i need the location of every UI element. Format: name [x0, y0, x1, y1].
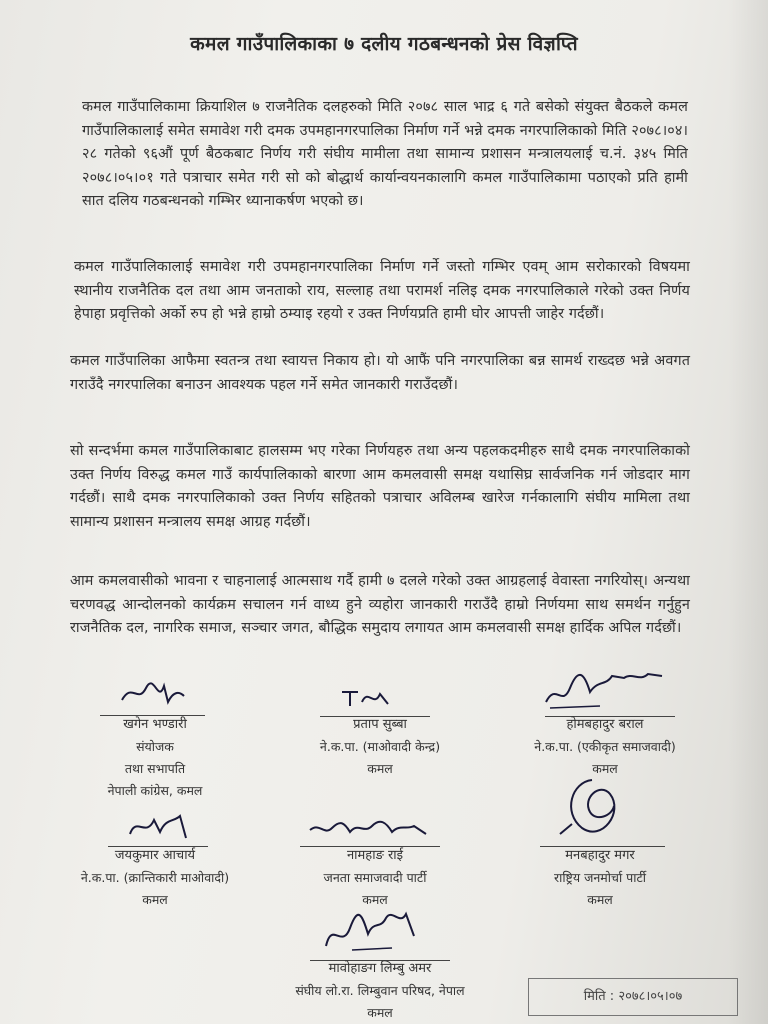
signatory-location: कमल [142, 892, 168, 907]
signatory-name: जयकुमार आचार्य [114, 848, 196, 863]
signatory-location: कमल [362, 892, 388, 907]
signatory-name: नामहाङ राई [346, 848, 404, 863]
signature-1 [118, 674, 188, 710]
signature-5 [306, 812, 436, 842]
signatory-party: जनता समाजवादी पार्टी [323, 870, 427, 885]
signatory-party: ने.क.पा. (क्रान्तिकारी माओवादी) [80, 870, 230, 885]
signatory-party: संघीय लो.रा. लिम्बुवान परिषद, नेपाल [295, 983, 465, 998]
signatory-1 [70, 714, 240, 802]
signatory-4 [70, 845, 240, 911]
document-title: कमल गाउँपालिकाका ७ दलीय गठबन्धनको प्रेस विज्ञप्ति [190, 33, 578, 55]
signatory-title: तथा सभापति [124, 761, 186, 776]
signatory-location: कमल [592, 761, 618, 776]
signature-4 [124, 808, 194, 844]
signatory-location: कमल [587, 892, 613, 907]
page-shadow [728, 0, 768, 1024]
signatory-party: ने.क.पा. (माओवादी केन्द्र) [319, 739, 441, 754]
signatory-6 [505, 845, 695, 911]
paragraph-5: आम कमलवासीको भावना र चाहनालाई आत्मसाथ गर्दै हामी ७ दलले गरेको उक्त आग्रहलाई वेवास्ता नगरियोस्। अन्यथा चरणवद्ध आन्दोलनको कार्यक्रम सचालन गर्न वाध्य हुने व्यहोरा जानकारी गराउँदै हाम्रो निर्णयमा साथ समर्थन गर्नुहुन राजनैतिक दल, नागरिक समाज, सञ्चार जगत, बौद्धिक समुदाय लगायत आम कमलवासी समक्ष हार्दिक अपिल गर्दछौं। [70, 573, 690, 636]
signatory-2 [300, 714, 460, 780]
signature-6 [552, 772, 632, 842]
signatory-name: खगेन भण्डारी [123, 717, 187, 732]
paragraph-4: सो सन्दर्भमा कमल गाउँपालिकाबाट हालसम्म भए गरेका निर्णयहरु तथा अन्य पहलकदमीहरु साथै दमक नगरपालिकाको उक्त निर्णय विरुद्ध कमल गाउँ कार्यपालिकाको बारणा आम कमलवासी समक्ष यथासिघ्र सार्वजनिक गर्न जोडदार माग गर्दछौं। साथै दमक नगरपालिकाको उक्त निर्णय सहितको पत्राचार अविलम्ब खारेज गर्नकालागि संघीय मामिला तथा सामान्य प्रशासन मन्त्रालय समक्ष आग्रह गर्दछौं। [70, 443, 690, 530]
paragraph-2: कमल गाउँपालिकालाई समावेश गरी उपमहानगरपालिका निर्माण गर्ने जस्तो गम्भिर एवम् आम सरोकारको विषयमा स्थानीय राजनैतिक दल तथा आम जनताको राय, सल्लाह तथा परामर्श नलिइ दमक नगरपालिकाले गरेको उक्त निर्णय हेपाहा प्रवृत्तिको अर्को रुप हो भन्ने हाम्रो ठम्याइ रहयो र उक्त निर्णयप्रति हामी घोर आपत्ती जाहेर गर्दछौं। [74, 259, 690, 322]
signatory-name: होमबहादुर बराल [566, 717, 644, 732]
signature-7 [322, 900, 422, 956]
signatory-party: नेपाली कांग्रेस, कमल [107, 783, 203, 798]
signatory-name: मनबहादुर मगर [565, 848, 635, 863]
signatory-location: कमल [367, 761, 393, 776]
signatory-location: कमल [367, 1005, 393, 1020]
date-box: मिति : २०७८।०५।०७ [528, 978, 738, 1016]
signatory-name: मावोहाङग लिम्बु अमर [328, 961, 432, 976]
signatory-3 [505, 714, 705, 780]
paragraph-1: कमल गाउँपालिकामा क्रियाशिल ७ राजनैतिक दलहरुको मिति २०७८ साल भाद्र ६ गते बसेको संयुक्त बैठकले कमल गाउँपालिकालाई समेत समावेश गरी दमक उपमहानगरपालिका निर्माण गर्ने भन्ने दमक नगरपालिकाको मिति २०७८।०४।२८ गतेको ९६औं पूर्ण बैठकबाट निर्णय गरी संघीय मामीला तथा सामान्य प्रशासन मन्त्रालयलाई च.नं. ३४५ मिति २०७८।०५।०१ गते पत्राचार समेत गरी सो को बोद्धार्थ कार्यान्वयनकालागि कमल गाउँपालिकामा पठाएको प्रति हामी सात दलिय गठबन्धनको गम्भिर ध्यानाकर्षण भएको छ। [82, 99, 688, 209]
signatory-party: ने.क.पा. (एकीकृत समाजवादी) [534, 739, 676, 754]
signatory-name: प्रताप सुब्बा [353, 717, 407, 732]
signature-3 [540, 662, 670, 714]
signatory-title: संयोजक [136, 739, 174, 754]
signatory-7 [270, 958, 490, 1024]
paragraph-3: कमल गाउँपालिका आफैमा स्वतन्त्र तथा स्वायत्त निकाय हो। यो आफैं पनि नगरपालिका बन्न सामर्थ राख्दछ भन्ने अवगत गराउँदै नगरपालिका बनाउन आवश्यक पहल गर्ने समेत जानकारी गराउँदछौं। [70, 353, 690, 393]
signature-2 [338, 682, 398, 712]
signatory-party: राष्ट्रिय जनमोर्चा पार्टी [553, 870, 647, 885]
